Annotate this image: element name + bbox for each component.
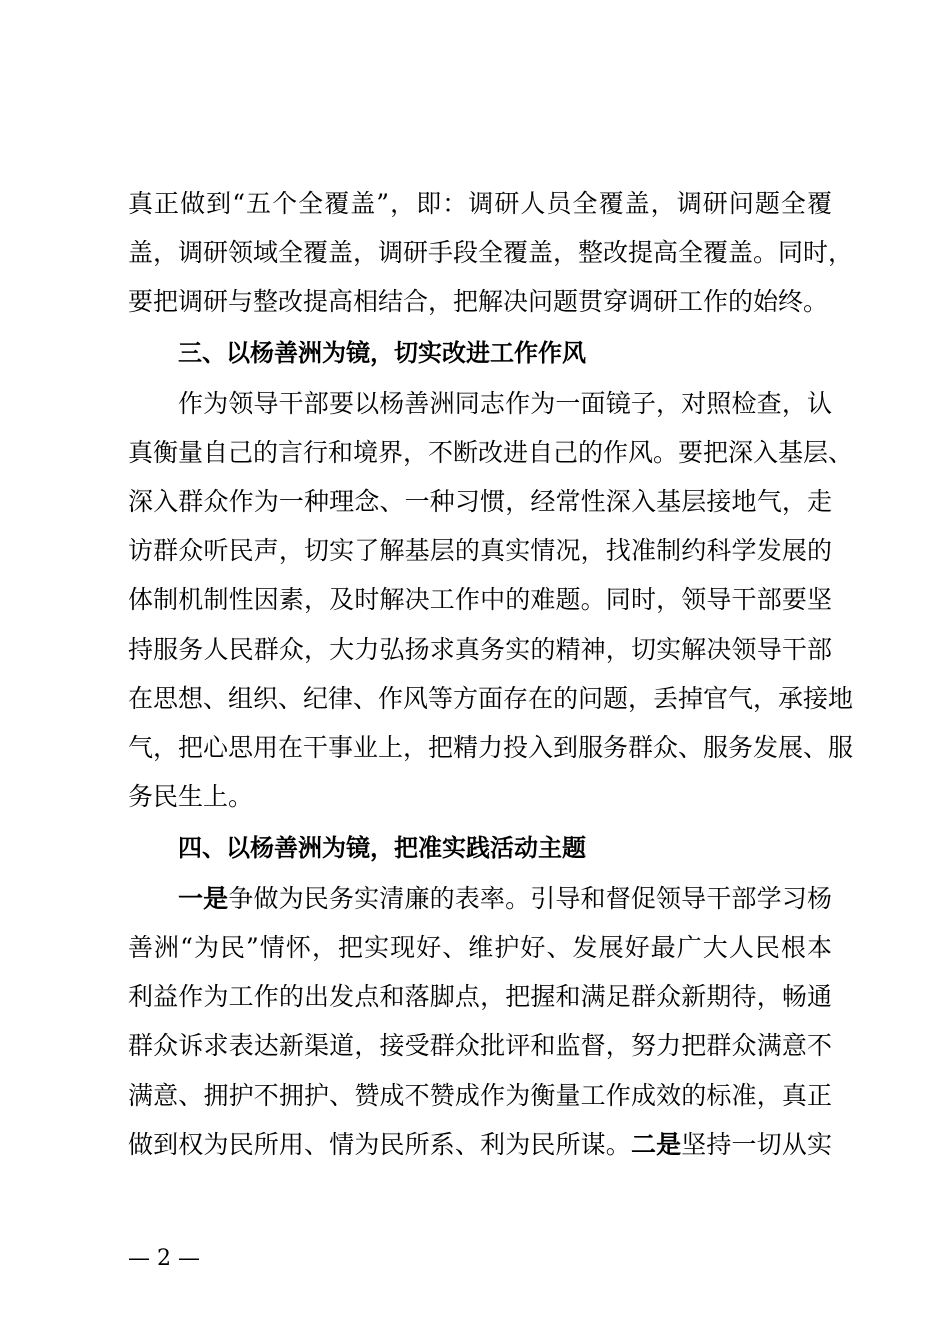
- paragraph-line: 善洲“为民”情怀，把实现好、维护好、发展好最广大人民根本: [128, 933, 832, 962]
- paragraph-line: 作为领导干部要以杨善洲同志作为一面镜子，对照检查，认: [178, 389, 832, 418]
- paragraph-line: 盖，调研领域全覆盖，调研手段全覆盖，整改提高全覆盖。同时，: [128, 238, 854, 267]
- section-heading-3: 三、以杨善洲为镜，切实改进工作作风: [178, 339, 586, 367]
- paragraph-line: 深入群众作为一种理念、一种习惯，经常性深入基层接地气，走: [128, 487, 832, 516]
- paragraph-line: 满意、拥护不拥护、赞成不赞成作为衡量工作成效的标准，真正: [128, 1081, 832, 1110]
- bold-lead: 二是: [630, 1130, 682, 1159]
- page-number: — 2 —: [128, 1246, 200, 1271]
- paragraph-line: 持服务人民群众，大力弘扬求真务实的精神，切实解决领导干部: [128, 635, 832, 664]
- paragraph-line: 气，把心思用在干事业上，把精力投入到服务群众、服务发展、服: [128, 733, 854, 762]
- paragraph-line: 在思想、组织、纪律、作风等方面存在的问题，丢掉官气，承接地: [128, 684, 854, 713]
- paragraph-line: 群众诉求表达新渠道，接受群众批评和监督，努力把群众满意不: [128, 1031, 832, 1060]
- paragraph-line: 体制机制性因素，及时解决工作中的难题。同时，领导干部要坚: [128, 585, 832, 614]
- paragraph-line: 务民生上。: [128, 782, 254, 811]
- paragraph-line: 访群众听民声，切实了解基层的真实情况，找准制约科学发展的: [128, 536, 832, 565]
- paragraph-line: 真正做到“五个全覆盖”，即：调研人员全覆盖，调研问题全覆: [128, 189, 832, 218]
- bold-lead: 一是: [178, 884, 229, 913]
- section-heading-4: 四、以杨善洲为镜，把准实践活动主题: [178, 834, 586, 862]
- paragraph-text: 坚持一切从实: [681, 1130, 832, 1159]
- paragraph-line: [128, 1122, 832, 1168]
- paragraph-line: [178, 876, 832, 922]
- paragraph-text: 争做为民务实清廉的表率。引导和督促领导干部学习杨: [228, 884, 832, 913]
- paragraph-line: 要把调研与整改提高相结合，把解决问题贯穿调研工作的始终。: [128, 287, 829, 316]
- paragraph-line: 利益作为工作的出发点和落脚点，把握和满足群众新期待，畅通: [128, 982, 832, 1011]
- paragraph-line: 真衡量自己的言行和境界，不断改进自己的作风。要把深入基层、: [128, 438, 854, 467]
- paragraph-text: 做到权为民所用、情为民所系、利为民所谋。: [128, 1130, 631, 1159]
